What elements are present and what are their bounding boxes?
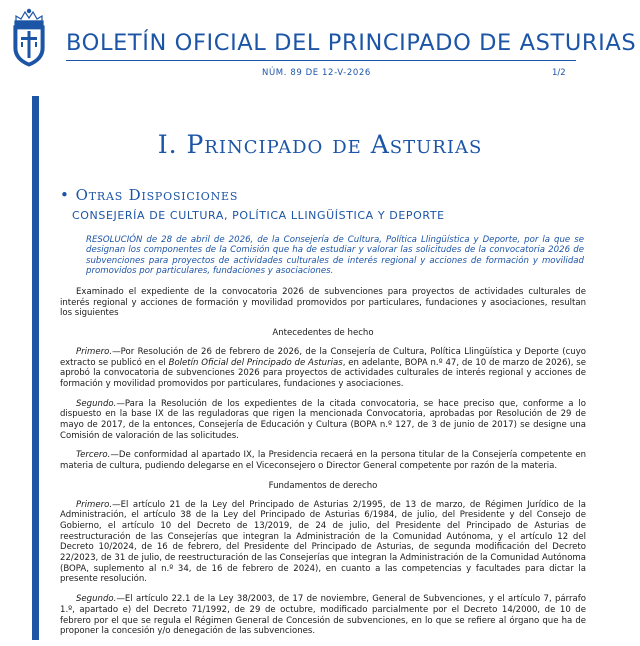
- paragraph-primero: Primero.—Por Resolución de 26 de febrero de 2026, de la Consejería de Cultura, Política Llingüística y Deporte (cuyo extracto se publicó en el Boletín Oficial del Principado de Asturias, en adelante, BOPA n.º 47, de 10 de marzo de 2026), se aprobó la convocatoria de subvenciones 2026 para proyectos de actividades culturales de interés regional y acciones de formación y movilidad promovidos por particulares, fundaciones y asociaciones.: [60, 346, 586, 389]
- paragraph-tercero: Tercero.—De conformidad al apartado IX, la Presidencia recaerá en la persona titular de la Consejería competente en materia de cultura, pudiendo delegarse en el Viceconsejero o Director General competente por razón de la materia.: [60, 450, 586, 472]
- resolution-abstract: RESOLUCIÓN de 28 de abril de 2026, de la Consejería de Cultura, Política Llingüística y Deporte, por la que se designan los componentes de la Comisión que ha de estudiar y valorar las solicitudes de la convocatoria 2026 de subvenciones para proyectos de actividades culturales de interés regional y acciones de formación y movilidad promovidos por particulares, fundaciones y asociaciones.: [86, 235, 584, 277]
- paragraph-fundamento-primero: Primero.—El artículo 21 de la Ley del Principado de Asturias 2/1995, de 13 de marzo, de Régimen Jurídico de la Administración, el artículo 38 de la Ley del Principado de Asturias 6/1984, de julio, del Presidente y del Consejo de Gobierno, el artículo 10 del Decreto de 13/2019, de 24 de julio, del Presidente del Principado de Asturias de reestructuración de las Consejerías que integran la Administración de la Comunidad Autónoma, y el artículo 12 del Decreto 10/2024, de 16 de febrero, del Presidente del Principado de Asturias, de segunda modificación del Decreto 22/2023, de 31 de julio, de reestructuración de las Consejerías que integran la Administración de la Comunidad Autónoma (BOPA, suplemento al n.º 34, de 16 de febrero de 2024), en cuanto a las competencias y facultades para dictar la presente resolución.: [60, 499, 586, 585]
- left-accent-bar: [32, 96, 39, 640]
- paragraph-fundamento-segundo: Segundo.—El artículo 22.1 de la Ley 38/2003, de 17 de noviembre, General de Subvenciones, y el artículo 7, párrafo 1.º, apartado e) del Decreto 71/1992, de 29 de octubre, modificado parcialmente por el Decreto 14/2000, de 10 de febrero por el que se regula el Régimen General de Concesión de subvenciones, en lo que se refiere al órgano que ha de proponer la concesión y/o denegación de las subvenciones.: [60, 594, 586, 637]
- page-number: 1/2: [552, 68, 566, 78]
- paragraph-segundo: Segundo.—Para la Resolución de los expedientes de la citada convocatoria, se hace preciso que, conforme a lo dispuesto en la base IX de las reguladoras que rigen la mencionada Convocatoria, aprobadas por Resolución de 29 de mayo de 2017, de la entonces, Consejería de Educación y Cultura (BOPA n.º 127, de 3 de junio de 2017) se designe una Comisión de valoración de las solicitudes.: [60, 398, 586, 441]
- paragraph-label: Primero.: [76, 346, 113, 357]
- masthead-divider: [66, 60, 576, 61]
- heading-fundamentos: Fundamentos de derecho: [268, 480, 378, 491]
- issue-number-date: NÚM. 89 DE 12-V-2026: [262, 68, 371, 78]
- bulletin-title: BOLETÍN OFICIAL DEL PRINCIPADO DE ASTURIAS: [66, 30, 637, 56]
- paragraph-label: Primero.: [76, 499, 113, 510]
- asturias-coat-of-arms-icon: [8, 8, 50, 68]
- paragraph-label: Segundo.: [76, 398, 117, 409]
- section-title: I. Principado de Asturias: [157, 130, 483, 159]
- heading-antecedentes: Antecedentes de hecho: [272, 328, 374, 339]
- subsection-label: Otras Disposiciones: [75, 186, 239, 204]
- bullet-icon: •: [60, 186, 70, 204]
- subsection-heading: [60, 186, 238, 204]
- paragraph-label: Segundo.: [76, 594, 117, 605]
- department-name: CONSEJERÍA DE CULTURA, POLÍTICA LLINGÜÍSTICA Y DEPORTE: [72, 209, 445, 222]
- paragraph-label: Tercero.: [76, 450, 111, 461]
- intro-paragraph: Examinado el expediente de la convocatoria 2026 de subvenciones para proyectos de actividades culturales de interés regional y acciones de formación y movilidad promovidos por particulares, fundaciones y asociaciones, resultan los siguientes: [60, 287, 586, 319]
- bopa-name: Boletín Oficial del Principado de Asturias: [168, 357, 343, 368]
- document-body: [60, 287, 586, 646]
